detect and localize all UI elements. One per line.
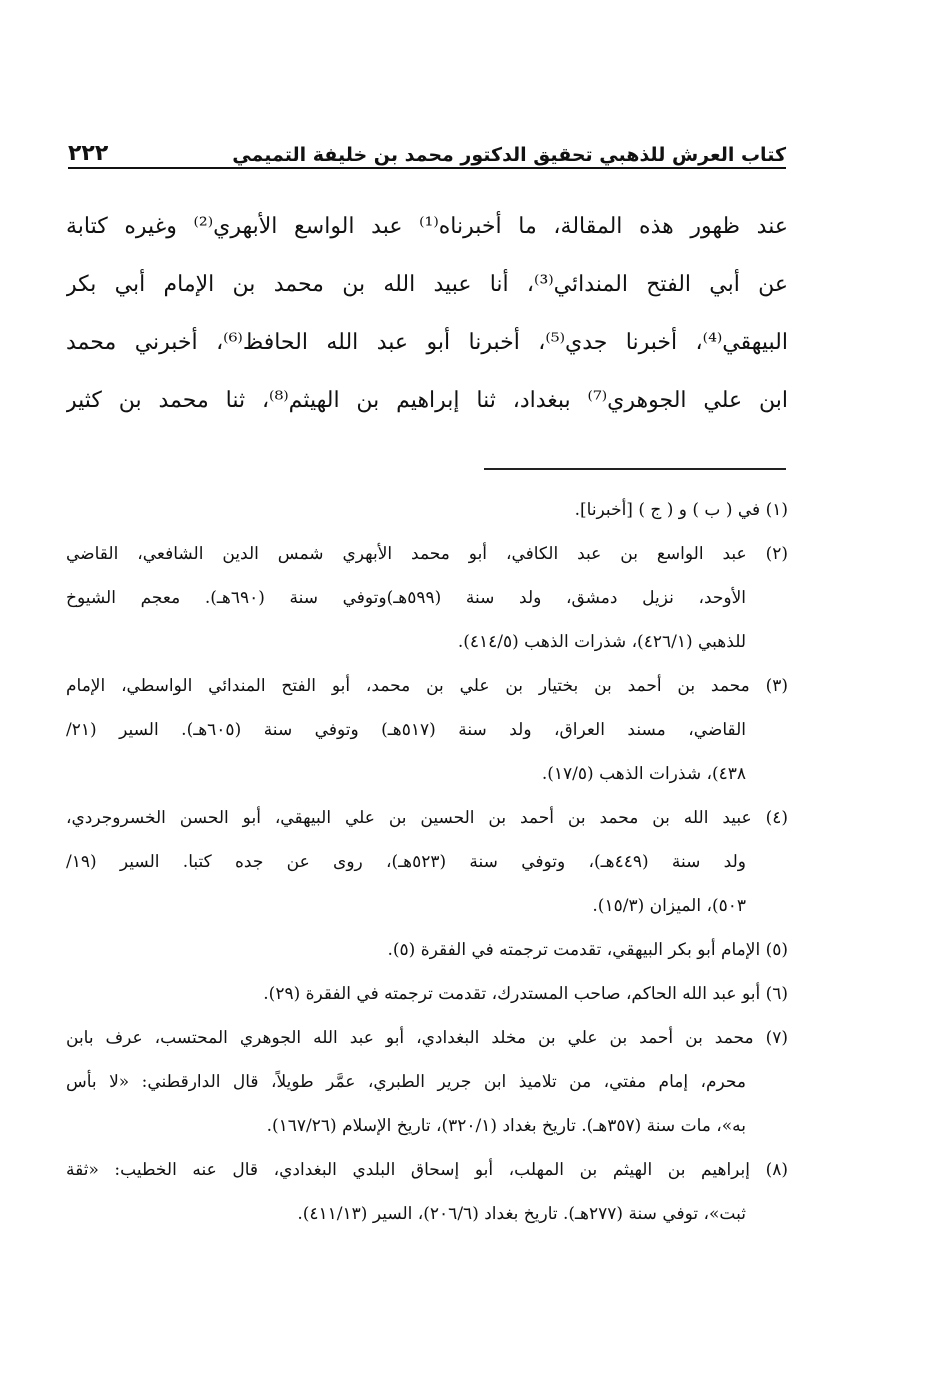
footnote-line: (٥) الإمام أبو بكر البيهقي، تقدمت ترجمته في الفقرة (٥).: [387, 940, 788, 960]
header-rule: [68, 167, 786, 169]
footnote-line: (٣) محمد بن أحمد بن بختيار بن علي بن محمد، أبو الفتح المندائي الواسطي، الإمام: [66, 676, 788, 696]
body-line: البيهقي⁽⁴⁾، أخبرنا جدي⁽⁵⁾، أخبرنا أبو عبد الله الحافظ⁽⁶⁾، أخبرني محمد: [66, 330, 788, 355]
header-title: كتاب العرش للذهبي تحقيق الدكتور محمد بن خليفة التميمي: [232, 144, 786, 166]
footnote-line: (٨) إبراهيم بن الهيثم بن المهلب، أبو إسحاق البلدي البغدادي، قال عنه الخطيب: «ثقة: [66, 1160, 788, 1180]
footnote-line: (٦) أبو عبد الله الحاكم، صاحب المستدرك، تقدمت ترجمته في الفقرة (٢٩).: [263, 984, 788, 1004]
body-line: عن أبي الفتح المندائي⁽³⁾، أنا عبيد الله بن محمد بن الإمام أبي بكر: [66, 272, 788, 297]
page-number: ٢٢٢: [68, 141, 109, 166]
footnotes: [66, 488, 788, 1236]
footnote-line: ولد سنة (٤٤٩هـ)، وتوفي سنة (٥٢٣هـ)، روى عن جده كتبا. السير (١٩/: [66, 852, 746, 872]
footnote-line: للذهبي (٤٢٦/١)، شذرات الذهب (٤١٤/٥).: [457, 632, 746, 652]
footnote-7: [66, 1016, 788, 1148]
body-line: عند ظهور هذه المقالة، ما أخبرناه⁽¹⁾ عبد الواسع الأبهري⁽²⁾ وغيره كتابة: [66, 214, 788, 239]
running-header: [68, 124, 786, 166]
footnote-line: (٤) عبيد الله بن محمد بن أحمد بن الحسين بن علي البيهقي، أبو الحسن الخسروجردي،: [66, 808, 788, 828]
footnote-line: محرم، إمام مفتي، من تلاميذ ابن جرير الطبري، عمَّر طويلاً، قال الدارقطني: «لا بأس: [66, 1072, 746, 1092]
footnote-line: ثبت»، توفي سنة (٢٧٧هـ). تاريخ بغداد (٢٠٦/٦)، السير (٤١١/١٣).: [297, 1204, 746, 1224]
footnote-4: [66, 796, 788, 928]
footnote-line: ٤٣٨)، شذرات الذهب (١٧/٥).: [541, 764, 746, 784]
footnote-6: [66, 972, 788, 1016]
footnote-5: [66, 928, 788, 972]
main-text: [66, 198, 788, 430]
footnote-line: ٥٠٣)، الميزان (١٥/٣).: [592, 896, 746, 916]
footnote-line: (٧) محمد بن أحمد بن علي بن مخلد البغدادي، أبو عبد الله الجوهري المحتسب، عرف بابن: [66, 1028, 788, 1048]
footnote-line: به»، مات سنة (٣٥٧هـ). تاريخ بغداد (٣٢٠/١)، تاريخ الإسلام (١٦٧/٢٦).: [266, 1116, 746, 1136]
footnote-8: [66, 1148, 788, 1236]
footnote-1: [66, 488, 788, 532]
footnote-line: (٢) عبد الواسع بن عبد الكافي، أبو محمد الأبهري شمس الدين الشافعي، القاضي: [66, 544, 788, 564]
footnote-separator: [484, 468, 786, 470]
footnote-3: [66, 664, 788, 796]
footnote-2: [66, 532, 788, 664]
footnote-line: (١) في ( ب ) و ( ج ) [أخبرنا].: [574, 500, 788, 520]
body-line: ابن علي الجوهري⁽⁷⁾ ببغداد، ثنا إبراهيم بن الهيثم⁽⁸⁾، ثنا محمد بن كثير: [66, 388, 788, 413]
footnote-line: القاضي، مسند العراق، ولد سنة (٥١٧هـ) وتوفي سنة (٦٠٥هـ). السير (٢١/: [66, 720, 747, 740]
footnote-line: الأوحد، نزيل دمشق، ولد سنة (٥٩٩هـ)وتوفي سنة (٦٩٠هـ). معجم الشيوخ: [66, 588, 747, 608]
